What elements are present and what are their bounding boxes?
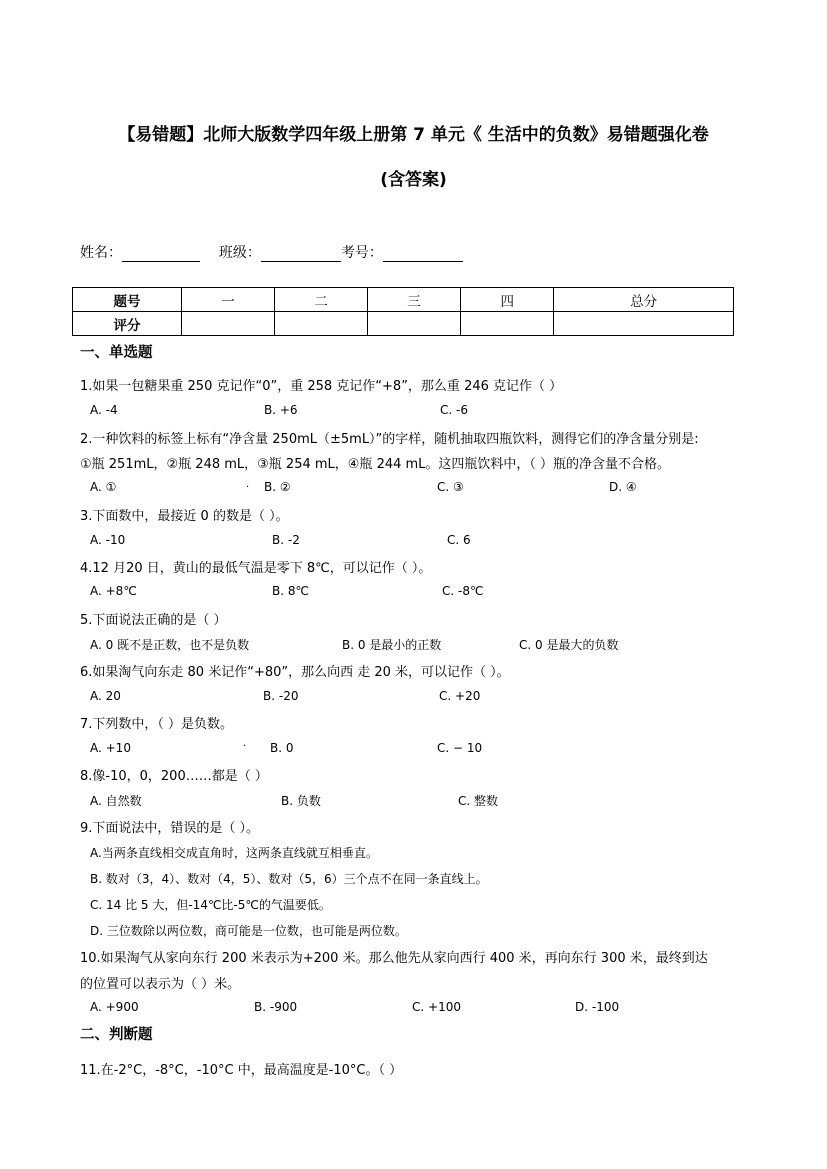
option-d[interactable]: D. -100 (575, 1000, 620, 1014)
option-a[interactable]: A. -4 (90, 403, 118, 417)
option-b[interactable]: B. 负数 (281, 794, 321, 808)
score-cell[interactable] (275, 312, 368, 336)
question-9: 9.下面说法中，错误的是（ ）。 (80, 821, 260, 836)
question-8: 8.像-10，0，200……都是（ ） (80, 769, 268, 784)
question-5: 5.下面说法正确的是（ ） (80, 613, 227, 628)
class-label: 班级： (218, 245, 261, 261)
section-heading-true-false: 二、判断题 (80, 1027, 153, 1043)
option-c[interactable]: C. 6 (447, 533, 471, 547)
question-1: 1.如果一包糖果重 250 克记作“0”，重 258 克记作“+8”，那么重 246 克记作（ ） (80, 379, 563, 394)
score-table-header-label: 题号 (73, 288, 182, 312)
question-2-cont: ①瓶 251mL，②瓶 248 mL，③瓶 254 mL，④瓶 244 mL。这四瓶饮料中，（ ）瓶的净含量不合格。 (80, 457, 671, 472)
section-heading-single-choice: 一、单选题 (80, 345, 153, 361)
score-cell[interactable] (368, 312, 461, 336)
score-table (72, 287, 734, 336)
score-table-header-row (73, 288, 734, 312)
class-blank[interactable] (261, 247, 341, 262)
question-6: 6.如果淘气向东走 80 米记作“+80”，那么向西 走 20 米，可以记作（ ）。 (80, 665, 510, 680)
option-c[interactable]: C. +100 (412, 1000, 461, 1014)
option-c[interactable]: C. +20 (439, 689, 481, 703)
option-b[interactable]: B. ② (264, 480, 291, 494)
question-10: 10.如果淘气从家向东行 200 米表示为+200 米。那么他先从家向西行 400 米，再向东行 300 米，最终到达 (80, 951, 708, 966)
question-10-cont: 的位置可以表示为（ ）米。 (80, 977, 241, 992)
option-b[interactable]: B. -2 (272, 533, 300, 547)
option-b[interactable]: B. 0 是最小的正数 (342, 638, 442, 652)
score-col-3: 三 (368, 288, 461, 312)
question-11: 11.在-2°C，-8°C，-10°C 中，最高温度是-10°C。（ ） (80, 1063, 403, 1078)
option-c[interactable]: C. ③ (437, 480, 464, 494)
option-a[interactable]: A.当两条直线相交成直角时，这两条直线就互相垂直。 (90, 846, 378, 860)
stray-dot: · (243, 741, 247, 752)
option-a[interactable]: A. -10 (90, 533, 126, 547)
option-a[interactable]: A. ① (90, 480, 117, 494)
option-d[interactable]: D. ④ (609, 480, 637, 494)
exam-label: 考号： (340, 245, 383, 261)
option-a[interactable]: A. 自然数 (90, 794, 142, 808)
option-a[interactable]: A. +900 (90, 1000, 139, 1014)
score-col-2: 二 (275, 288, 368, 312)
option-b[interactable]: B. +6 (264, 403, 298, 417)
stray-dot: · (246, 482, 250, 493)
score-table-row-label: 评分 (73, 312, 182, 336)
score-col-total: 总分 (554, 288, 734, 312)
option-a[interactable]: A. +10 (90, 741, 131, 755)
score-col-1: 一 (182, 288, 275, 312)
question-4: 4.12 月20 日，黄山的最低气温是零下 8℃，可以记作（ ）。 (80, 561, 432, 576)
score-cell[interactable] (554, 312, 734, 336)
exam-blank[interactable] (383, 247, 463, 262)
option-b[interactable]: B. 0 (270, 741, 294, 755)
option-c[interactable]: C. -6 (440, 403, 468, 417)
name-blank[interactable] (122, 247, 200, 262)
option-c[interactable]: C. 14 比 5 大，但-14℃比-5℃的气温要低。 (90, 898, 331, 912)
score-cell[interactable] (461, 312, 554, 336)
score-col-4: 四 (461, 288, 554, 312)
score-cell[interactable] (182, 312, 275, 336)
option-c[interactable]: C. 0 是最大的负数 (519, 638, 619, 652)
student-info (80, 244, 463, 262)
document-subtitle: (含答案) (380, 170, 447, 190)
option-a[interactable]: A. 20 (90, 689, 121, 703)
question-2: 2.一种饮料的标签上标有“净含量 250mL（±5mL）”的字样，随机抽取四瓶饮料，测得它们的净含量分别是: (80, 432, 699, 447)
option-d[interactable]: D. 三位数除以两位数，商可能是一位数，也可能是两位数。 (90, 924, 407, 938)
option-c[interactable]: C. 整数 (458, 794, 499, 808)
question-7: 7.下列数中，（ ）是负数。 (80, 717, 234, 732)
option-c[interactable]: C. -8℃ (442, 584, 484, 598)
option-b[interactable]: B. 8℃ (272, 584, 309, 598)
option-b[interactable]: B. -900 (254, 1000, 298, 1014)
option-a[interactable]: A. 0 既不是正数，也不是负数 (90, 638, 250, 652)
document-title: 【易错题】北师大版数学四年级上册第 7 单元《 生活中的负数》易错题强化卷 (118, 125, 709, 145)
question-3: 3.下面数中，最接近 0 的数是（ ）。 (80, 509, 289, 524)
option-b[interactable]: B. 数对（3，4）、数对（4，5）、数对（5，6）三个点不在同一条直线上。 (90, 872, 488, 886)
option-a[interactable]: A. +8℃ (90, 584, 137, 598)
option-b[interactable]: B. -20 (263, 689, 299, 703)
name-label: 姓名： (80, 245, 122, 261)
option-c[interactable]: C. − 10 (437, 741, 483, 755)
score-table-score-row (73, 312, 734, 336)
